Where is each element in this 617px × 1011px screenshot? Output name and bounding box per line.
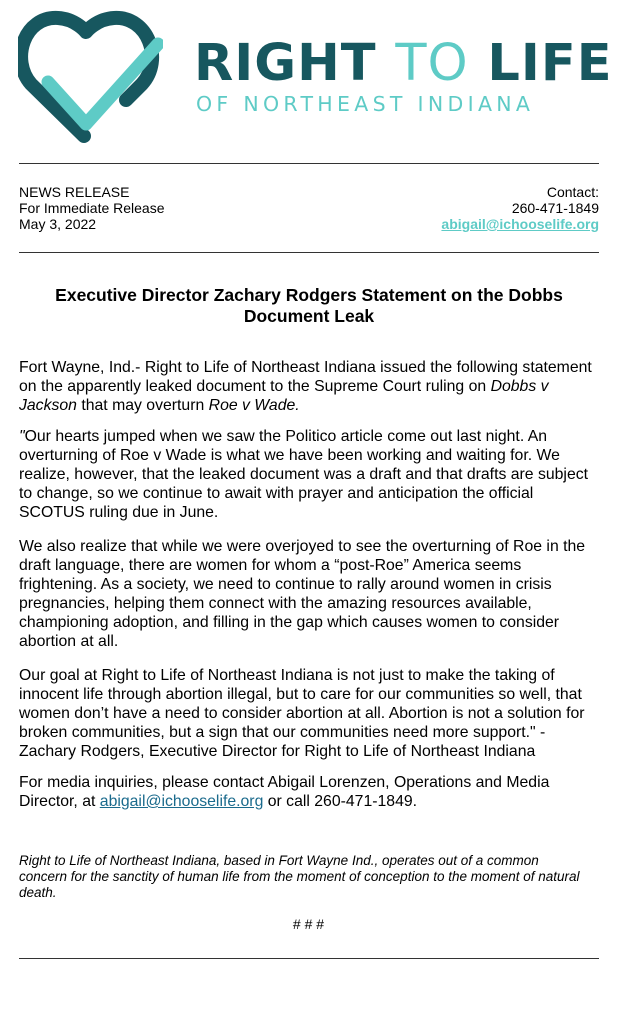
release-date: May 3, 2022: [19, 216, 97, 232]
brand-name: [194, 34, 613, 94]
top-divider: [19, 163, 599, 164]
release-info: [19, 184, 165, 232]
header-divider: [19, 252, 599, 253]
heart-check-icon: [18, 8, 163, 144]
contact-label: Contact:: [546, 184, 599, 200]
brand-word-right: RIGHT: [194, 34, 377, 93]
case-name-dobbs: Dobbs v Jackson: [19, 378, 549, 414]
bottom-divider: [19, 958, 599, 959]
media-inquiries-paragraph: For media inquiries, please contact Abigail Lorenzen, Operations and Media Director, at abigail@ichooselife.org or call 260-471-1849.: [19, 774, 550, 810]
press-release-title: Executive Director Zachary Rodgers Statement on the Dobbs Document Leak: [55, 285, 563, 326]
quote-paragraph-2: We also realize that while we were overjoyed to see the overturning of Roe in the draft language, there are women for whom a “post-Roe” America seems frightening. As a society, we need to continue to rally around women in crisis pregnancies, helping them connect with the amazing resources available, championing adoption, and filling in the gap which causes women to consider abortion at all.: [19, 538, 586, 650]
press-release-body: [19, 358, 601, 826]
quote-paragraph-1: "Our hearts jumped when we saw the Politico article come out last night. An overturning of Roe v Wade is what we have been working and waiting for. We realize, however, that the leaked document was a draft and that drafts are subject to change, so we continue to await with prayer and anticipation the official SCOTUS ruling due in June.: [19, 428, 589, 521]
brand-word-to: TO: [395, 34, 469, 93]
media-email-link[interactable]: abigail@ichooselife.org: [99, 793, 264, 810]
brand-subtitle: OF NORTHEAST INDIANA: [196, 92, 535, 116]
brand-word-life: LIFE: [487, 34, 613, 93]
contact-phone: 260-471-1849: [511, 200, 599, 216]
release-timing: For Immediate Release: [19, 200, 165, 216]
release-type: NEWS RELEASE: [19, 184, 130, 200]
contact-email-link[interactable]: abigail@ichooselife.org: [441, 216, 599, 232]
intro-paragraph: Fort Wayne, Ind.- Right to Life of Northeast Indiana issued the following statement on the apparently leaked document to the Supreme Court ruling on Dobbs v Jackson that may overturn Roe v Wade.: [19, 359, 592, 414]
organization-logo: [18, 8, 613, 146]
contact-info: [441, 184, 599, 232]
end-mark: # # #: [292, 916, 325, 932]
about-organization: Right to Life of Northeast Indiana, based in Fort Wayne Ind., operates out of a common concern for the sanctity of human life from the moment of conception to the moment of natural death.: [19, 853, 580, 900]
case-name-roe: Roe v Wade.: [208, 397, 300, 414]
quote-paragraph-3: Our goal at Right to Life of Northeast Indiana is not just to make the taking of innocent life through abortion illegal, but to care for our communities so well, that women don’t have a need to consider abortion at all. Abortion is not a solution for broken communities, but a sign that our communities need more support." - Zachary Rodgers, Executive Director for Right to Life of Northeast Indiana: [19, 667, 585, 760]
